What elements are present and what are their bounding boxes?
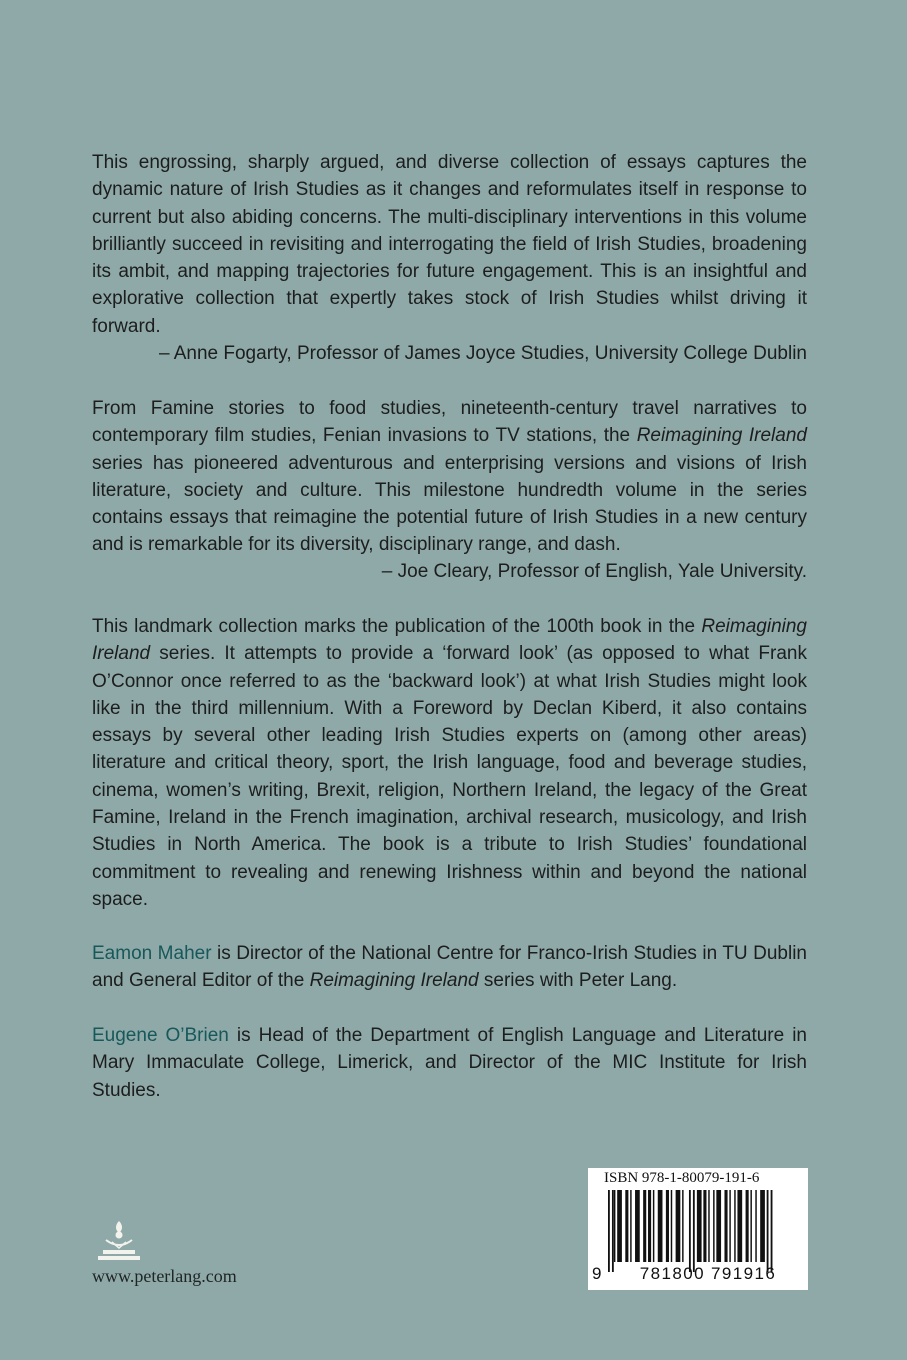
barcode-bar [617, 1190, 622, 1262]
author-name: Eugene O’Brien [92, 1025, 229, 1046]
barcode-bar [760, 1190, 765, 1262]
barcode-bar [713, 1190, 714, 1262]
series-title: Reimagining Ireland [92, 616, 807, 665]
blurb-2-text [92, 395, 807, 559]
author-bio-obrien [92, 1022, 807, 1104]
publisher-url[interactable]: www.peterlang.com [92, 1266, 237, 1286]
blurb-1-attribution: – Anne Fogarty, Professor of James Joyce Studies, University College Dublin [158, 343, 807, 364]
barcode-bar [643, 1190, 646, 1262]
barcode-bar [676, 1190, 681, 1262]
author-bio-maher [92, 940, 807, 995]
barcode-bar [666, 1190, 669, 1262]
barcode-bar [635, 1190, 640, 1262]
barcode-bar [625, 1190, 628, 1262]
barcode-bar [746, 1190, 749, 1262]
barcode-bar [729, 1190, 730, 1262]
barcode-bar [771, 1190, 773, 1272]
barcode-bar [608, 1190, 610, 1272]
barcode-bar [716, 1190, 721, 1262]
author-bio-text: is Director of the National Centre for Franco-Irish Studies in TU Dublin and General Editor of the [92, 943, 807, 992]
barcode-bar [734, 1190, 735, 1262]
barcode-bar [671, 1190, 672, 1262]
barcode-bar [724, 1190, 727, 1262]
barcode-bar [682, 1190, 683, 1262]
author-name: Eamon Maher [92, 943, 212, 964]
description-text-before: This landmark collection marks the publication of the 100th book in the [92, 616, 702, 637]
blurb-2-attribution: – Joe Cleary, Professor of English, Yale University. [381, 561, 807, 582]
peter-lang-logo-icon [92, 1220, 172, 1270]
series-title: Reimagining Ireland [309, 970, 479, 992]
barcode-bar [612, 1190, 614, 1272]
author-bio-text-after: series with Peter Lang. [478, 970, 678, 992]
barcode-bar [708, 1190, 709, 1262]
barcode-first-digit: 9 [592, 1264, 603, 1283]
isbn-label: ISBN 978-1-80079-191-6 [604, 1170, 760, 1186]
barcode-bar [697, 1190, 702, 1262]
barcode-bar [693, 1190, 695, 1272]
blurb-1-text: This engrossing, sharply argued, and diverse collection of essays captures the dynamic nature of Irish Studies as it changes and reformulates itself in response to current but also abiding concerns. The multi-disciplinary interventions in this volume brilliantly succeed in revisiting and interrogating the field of Irish Studies, broadening its ambit, and mapping trajectories for future engagement. This is an insightful and explorative collection that expertly takes stock of Irish Studies whilst driving it forward. [92, 152, 807, 337]
barcode-bar [767, 1190, 769, 1272]
barcode-bar [737, 1190, 742, 1262]
author-bio-text: is Head of the Department of English Language and Literature in Mary Immaculate College, Limerick, and Director of the MIC Institute for Irish Studies. [92, 1025, 807, 1101]
series-title: Reimagining Ireland [636, 425, 807, 447]
blurb-2-text-after: series has pioneered adventurous and enterprising versions and visions of Irish literature, society and culture. This milestone hundredth volume in the series contains essays that reimagine the potential future of Irish Studies in a new century and is remarkable for its diversity, disciplinary range, and dash. [92, 452, 807, 556]
barcode-bar [755, 1190, 756, 1262]
description-text-after: series. It attempts to provide a ‘forward look’ (as opposed to what Frank O’Connor once referred to as the ‘backward look’) at what Irish Studies might look like in the third millennium. With a Foreword by Declan Kiberd, it also contains essays by several other leading Irish Studies experts on (among other areas) literature and critical theory, sport, the Irish language, food and beverage studies, cinema, women’s writing, Brexit, religion, Northern Ireland, the legacy of the Great Famine, Ireland in the French imagination, archival research, musicology, and Irish Studies in North America. The book is a tribute to Irish Studies’ foundational commitment to revealing and renewing Irishness within and beyond the national space. [92, 643, 807, 910]
blurb-2-text-before: From Famine stories to food studies, nineteenth-century travel narratives to contemporary film studies, Fenian invasions to TV stations, the [92, 398, 807, 447]
barcode-bar [750, 1190, 751, 1262]
barcode-bar [658, 1190, 663, 1262]
barcode-bar [630, 1190, 631, 1262]
barcode-digit-groups: 781800 791916 [639, 1264, 777, 1283]
isbn-barcode [588, 1168, 808, 1290]
barcode-bar [614, 1190, 615, 1262]
barcode-bar [653, 1190, 654, 1262]
barcode-bar [703, 1190, 706, 1262]
barcode-bar [648, 1190, 651, 1262]
barcode-bar [689, 1190, 691, 1272]
book-description [92, 613, 807, 913]
